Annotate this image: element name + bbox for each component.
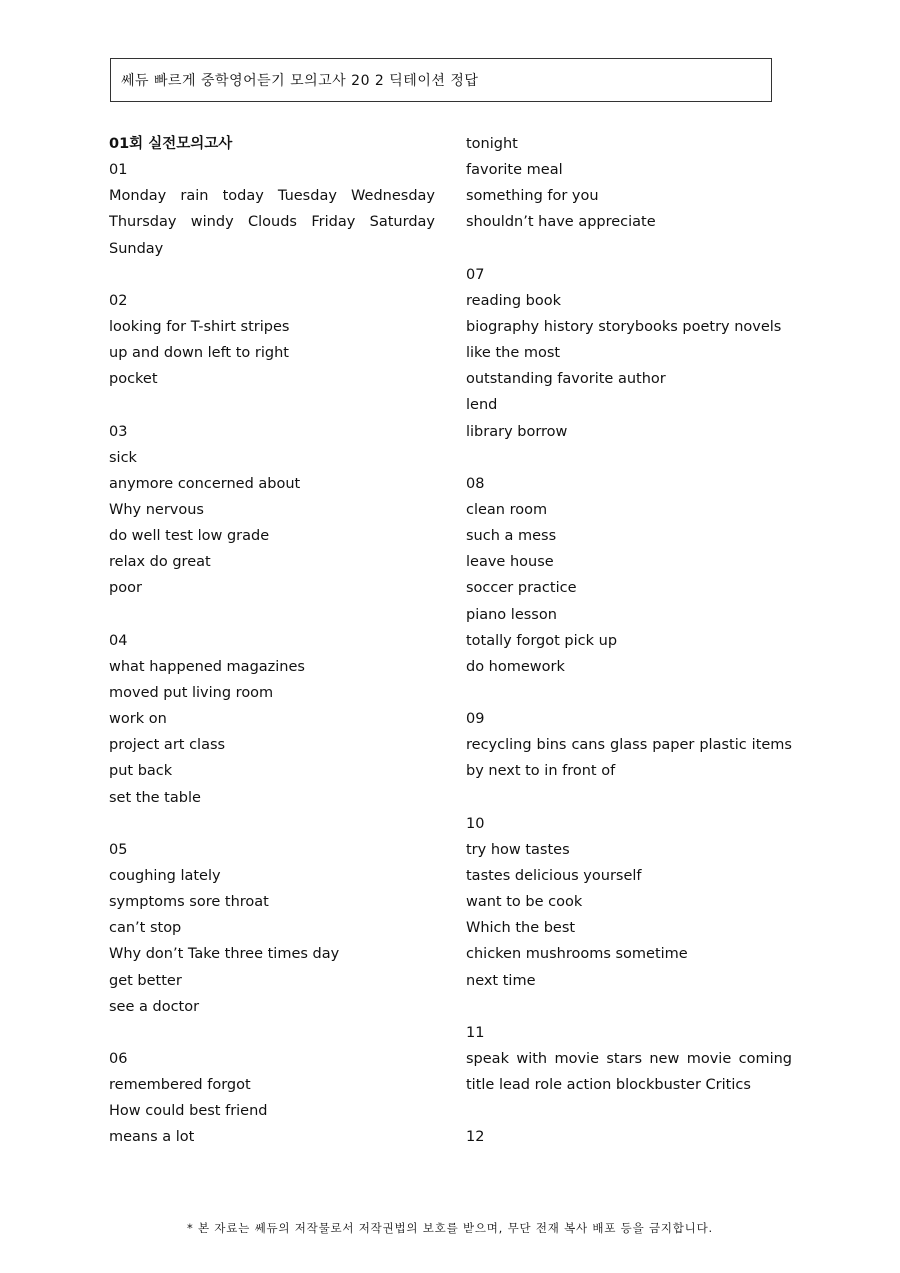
document-title: 쎄듀 빠르게 중학영어듣기 모의고사 20 2 딕테이션 정답 xyxy=(121,73,479,89)
answer-line: Sunday xyxy=(109,240,164,257)
answer-line: Thursday windy Clouds Friday Saturday xyxy=(109,214,435,231)
answer-line: coughing lately xyxy=(109,867,221,884)
answer-line: relax do great xyxy=(109,554,211,571)
answer-line: project art class xyxy=(109,737,226,754)
answer-line: work on xyxy=(109,711,167,728)
document-header xyxy=(110,58,772,102)
answer-line: speak with movie stars new movie coming xyxy=(466,1050,792,1067)
answer-line: looking for T-shirt stripes xyxy=(109,318,290,335)
answer-line: sick xyxy=(109,449,137,466)
answer-line: library borrow xyxy=(466,423,568,440)
answer-line: get better xyxy=(109,972,182,989)
answer-line: like the most xyxy=(466,345,561,362)
answer-line: Why don’t Take three times day xyxy=(109,946,340,963)
blank-line xyxy=(109,602,435,628)
answer-line: chicken mushrooms sometime xyxy=(466,946,688,963)
answer-line: tastes delicious yourself xyxy=(466,867,642,884)
answer-line: something for you xyxy=(466,188,599,205)
answer-line: see a doctor xyxy=(109,998,200,1015)
blank-line xyxy=(466,1098,792,1124)
answer-line: recycling bins cans glass paper plastic items xyxy=(466,737,792,754)
answer-column-left xyxy=(109,131,435,1150)
blank-line xyxy=(466,994,792,1020)
answer-line: means a lot xyxy=(109,1129,195,1146)
answer-line: soccer practice xyxy=(466,580,577,597)
answer-line: anymore concerned about xyxy=(109,475,301,492)
answer-line: outstanding favorite author xyxy=(466,371,666,388)
answer-line: want to be cook xyxy=(466,894,583,911)
blank-line xyxy=(466,680,792,706)
answer-line: biography history storybooks poetry novels xyxy=(466,318,782,335)
test-title: 01회 실전모의고사 xyxy=(109,136,233,152)
question-number: 04 xyxy=(109,632,128,649)
question-number: 03 xyxy=(109,423,128,440)
answer-line: How could best friend xyxy=(109,1103,268,1120)
answer-line: clean room xyxy=(466,501,548,518)
question-number: 06 xyxy=(109,1050,128,1067)
answer-line: up and down left to right xyxy=(109,345,289,362)
blank-line xyxy=(466,445,792,471)
answer-line: tonight xyxy=(466,136,518,152)
answer-line: totally forgot pick up xyxy=(466,632,618,649)
answer-line: Why nervous xyxy=(109,501,204,518)
answer-line: lend xyxy=(466,397,498,414)
answer-line: moved put living room xyxy=(109,684,274,701)
answer-line: symptoms sore throat xyxy=(109,894,269,911)
answer-line: set the table xyxy=(109,789,201,806)
answer-line: put back xyxy=(109,763,173,780)
answer-line: piano lesson xyxy=(466,606,557,623)
answer-line: try how tastes xyxy=(466,841,570,858)
answer-line: reading book xyxy=(466,292,562,309)
blank-line xyxy=(466,785,792,811)
answer-line: favorite meal xyxy=(466,162,563,179)
question-number: 12 xyxy=(466,1129,485,1146)
answer-line: pocket xyxy=(109,371,158,388)
answer-line: by next to in front of xyxy=(466,763,616,780)
copyright-notice: * 본 자료는 쎄듀의 저작물로서 저작권법의 보호를 받으며, 무단 전재 복사 배포 등을 금지합니다. xyxy=(187,1221,713,1235)
answer-line: can’t stop xyxy=(109,920,182,937)
answer-line: poor xyxy=(109,580,142,597)
question-number: 08 xyxy=(466,475,485,492)
answer-line: Monday rain today Tuesday Wednesday xyxy=(109,188,435,205)
answer-line: next time xyxy=(466,972,536,989)
blank-line xyxy=(109,811,435,837)
answer-line: title lead role action blockbuster Critics xyxy=(466,1077,751,1094)
answer-line: remembered forgot xyxy=(109,1077,251,1094)
blank-line xyxy=(109,1020,435,1046)
answer-line: shouldn’t have appreciate xyxy=(466,214,656,231)
answer-line: do homework xyxy=(466,658,565,675)
answer-line: such a mess xyxy=(466,528,557,545)
question-number: 09 xyxy=(466,711,485,728)
question-number: 01 xyxy=(109,162,128,179)
blank-line xyxy=(466,236,792,262)
answer-column-right xyxy=(466,131,792,1150)
blank-line xyxy=(109,262,435,288)
question-number: 02 xyxy=(109,292,128,309)
question-number: 05 xyxy=(109,841,128,858)
answer-line: Which the best xyxy=(466,920,576,937)
answer-line: leave house xyxy=(466,554,554,571)
blank-line xyxy=(109,392,435,418)
question-number: 10 xyxy=(466,815,485,832)
question-number: 11 xyxy=(466,1024,485,1041)
question-number: 07 xyxy=(466,266,485,283)
answer-line: what happened magazines xyxy=(109,658,305,675)
answer-line: do well test low grade xyxy=(109,528,270,545)
